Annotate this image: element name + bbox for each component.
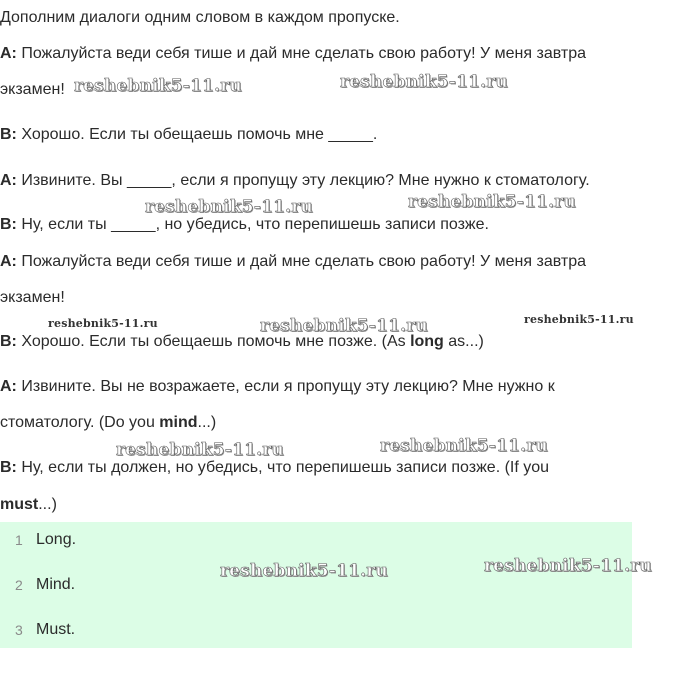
dialogue-text: Ну, если ты должен, но убедись, что перепишешь записи позже. (If you (16, 459, 550, 476)
answer-keyword: must (0, 496, 39, 513)
watermark: reshebnik5-11.ru (220, 561, 388, 581)
task-line-b1 (0, 124, 377, 146)
watermark: reshebnik5-11.ru (380, 436, 548, 456)
dialogue-text: ...) (38, 496, 57, 513)
instruction: Дополним диалоги одним словом в каждом пропуске. (0, 9, 400, 26)
solution-line-b1 (0, 331, 484, 353)
watermark: reshebnik5-11.ru (48, 317, 158, 330)
answer-number: 1 (15, 532, 23, 548)
dialogue-text: as...) (443, 333, 484, 350)
dialogue-text: Хорошо. Если ты обещаешь помочь мне позже. (As (16, 333, 411, 350)
solution-line-a1 (0, 251, 586, 273)
answer-number: 2 (15, 577, 23, 593)
speaker-label: A: (0, 378, 17, 395)
task-line-a1-cont: экзамен! (0, 81, 65, 98)
speaker-label: A: (0, 45, 17, 62)
task-line-b2 (0, 214, 489, 236)
watermark: reshebnik5-11.ru (145, 197, 313, 217)
watermark: reshebnik5-11.ru (340, 72, 508, 92)
solution-line-b2-cont (0, 494, 57, 516)
answer-text: Must. (36, 621, 76, 638)
speaker-label: A: (0, 172, 17, 189)
answers-box (0, 522, 632, 648)
watermark: reshebnik5-11.ru (260, 316, 428, 336)
watermark: reshebnik5-11.ru (524, 313, 634, 326)
solution-line-a2-cont (0, 412, 216, 434)
watermark: reshebnik5-11.ru (408, 192, 576, 212)
speaker-label: A: (0, 253, 17, 270)
speaker-label: B: (0, 459, 17, 476)
speaker-label: B: (0, 333, 17, 350)
dialogue-text: стоматологу. (Do you (0, 414, 160, 431)
speaker-label: B: (0, 216, 17, 233)
watermark: reshebnik5-11.ru (484, 556, 652, 576)
dialogue-text: Извините. Вы не возражаете, если я пропущу эту лекцию? Мне нужно к (16, 378, 555, 395)
answer-number: 3 (15, 622, 23, 638)
answer-keyword: mind (159, 414, 198, 431)
watermark: reshebnik5-11.ru (116, 440, 284, 460)
watermark: reshebnik5-11.ru (74, 76, 242, 96)
solution-line-b2 (0, 457, 549, 479)
solution-line-a2 (0, 376, 555, 398)
dialogue-text: Хорошо. Если ты обещаешь помочь мне _____. (16, 126, 378, 143)
dialogue-text: Пожалуйста веди себя тише и дай мне сделать свою работу! У меня завтра (16, 253, 586, 270)
answer-keyword: long (410, 333, 444, 350)
dialogue-text: Извините. Вы _____, если я пропущу эту лекцию? Мне нужно к стоматологу. (16, 172, 590, 189)
solution-line-a1-cont: экзамен! (0, 289, 65, 306)
task-line-a2 (0, 170, 590, 192)
dialogue-text: Пожалуйста веди себя тише и дай мне сделать свою работу! У меня завтра (16, 45, 586, 62)
dialogue-text: Ну, если ты _____, но убедись, что перепишешь записи позже. (16, 216, 489, 233)
answer-text: Long. (36, 531, 77, 548)
speaker-label: B: (0, 126, 17, 143)
answer-text: Mind. (36, 576, 76, 593)
dialogue-text: ...) (197, 414, 217, 431)
task-line-a1 (0, 43, 586, 65)
